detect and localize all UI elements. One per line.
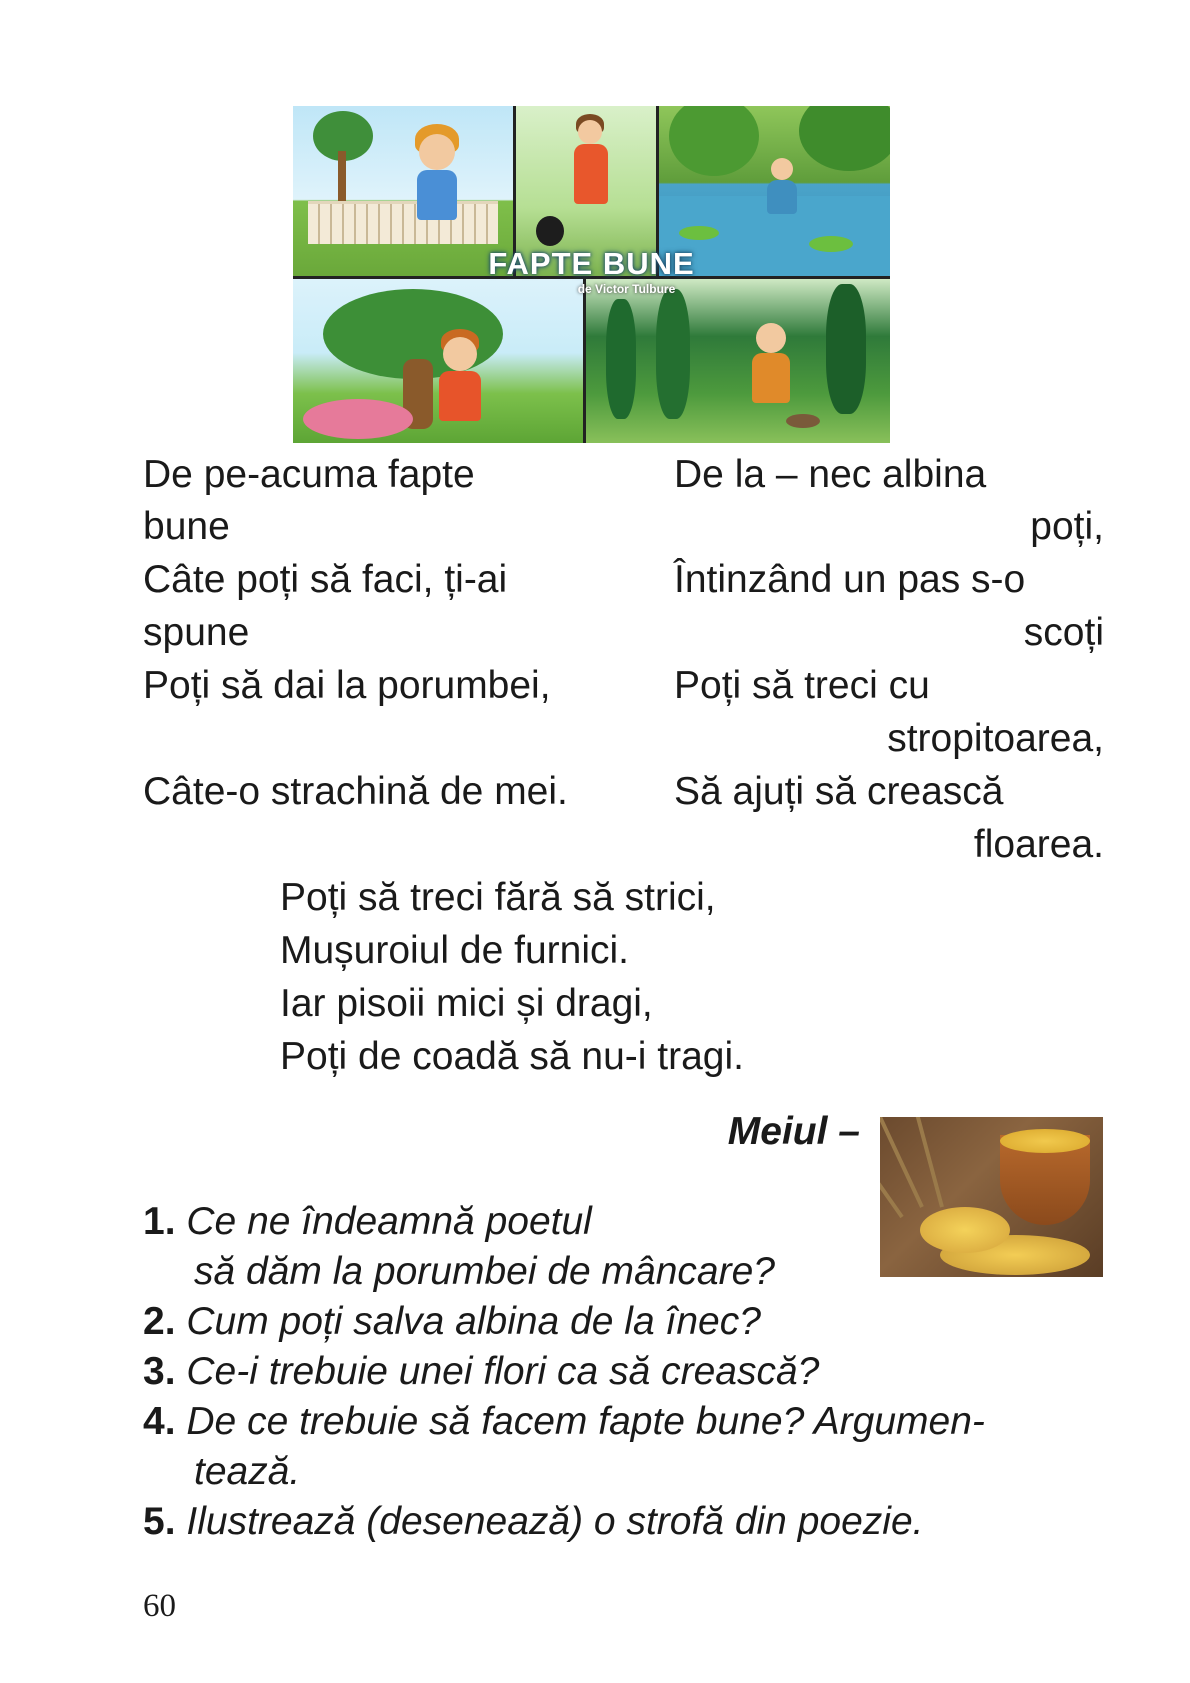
question-1-continued: să dăm la porumbei de mâncare? (194, 1250, 775, 1293)
poem-left-line: Poți să dai la porumbei, (143, 664, 551, 707)
poem-left-line: Câte poți să faci, ți-ai (143, 558, 508, 601)
story-illustration (293, 106, 890, 443)
poem-right-line: Să ajuți să crească (674, 770, 1004, 813)
question-4 (143, 1400, 985, 1444)
poem-final-line: Poți să treci fără să strici, (280, 876, 716, 919)
question-number: 1. (143, 1200, 176, 1243)
question-text: Ce ne îndeamnă poetul (186, 1200, 592, 1243)
question-text: Cum poți salva albina de la înec? (186, 1300, 761, 1343)
millet-photo (880, 1117, 1103, 1277)
illustration-title: FAPTE BUNE (488, 246, 695, 281)
question-text: De ce trebuie să facem fapte bune? Argumen- (186, 1400, 985, 1443)
question-number: 5. (143, 1500, 176, 1543)
question-text: Ilustrează (desenează) o strofă din poezie. (186, 1500, 924, 1543)
poem-right-line: Poți să treci cu (674, 664, 930, 707)
poem-final-line: Poți de coadă să nu-i tragi. (280, 1035, 744, 1078)
poem-right-line: scoți (1023, 611, 1104, 654)
poem-right-line: poți, (1030, 505, 1104, 548)
page-number: 60 (143, 1588, 176, 1624)
question-number: 2. (143, 1300, 176, 1343)
question-1 (143, 1200, 592, 1244)
question-4-continued: tează. (194, 1450, 301, 1493)
poem-left-line: bune (143, 505, 230, 548)
panel-anthill (586, 279, 890, 443)
question-text: Ce-i trebuie unei flori ca să crească? (186, 1350, 820, 1393)
poem-final-line: Iar pisoii mici și dragi, (280, 982, 653, 1025)
glossary-term: Meiul – (727, 1110, 860, 1153)
poem-right-line: floarea. (973, 823, 1104, 866)
question-5 (143, 1500, 923, 1544)
poem-right-line: Întinzând un pas s-o (674, 558, 1026, 601)
poem-final-line: Mușuroiul de furnici. (280, 929, 629, 972)
illustration-subtitle: de Victor Tulbure (577, 282, 676, 296)
poem-left-line: De pe-acuma fapte (143, 453, 475, 496)
poem-right-line: De la – nec albina (674, 453, 987, 496)
poem-left-line: Câte-o strachină de mei. (143, 770, 568, 813)
panel-watering-flowers (293, 279, 583, 443)
question-2 (143, 1300, 761, 1344)
poem-left-line: spune (143, 611, 250, 654)
question-3 (143, 1350, 819, 1394)
poem-right-line: stropitoarea, (887, 717, 1104, 760)
question-number: 3. (143, 1350, 176, 1393)
question-number: 4. (143, 1400, 176, 1443)
